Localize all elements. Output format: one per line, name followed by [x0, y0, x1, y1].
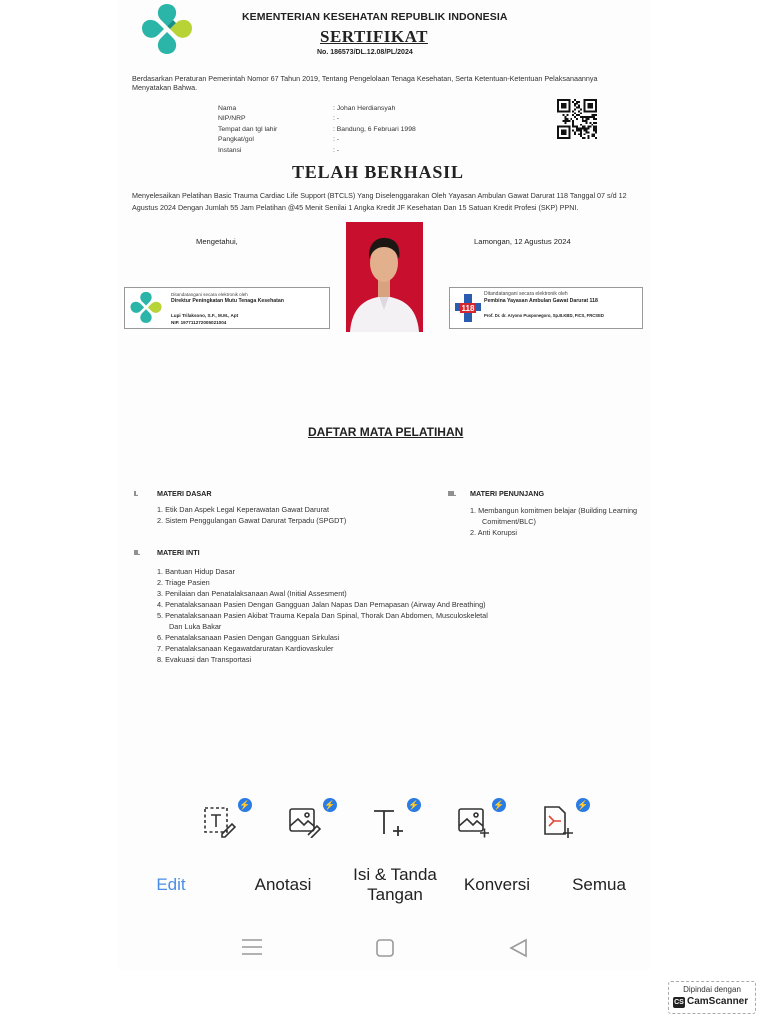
all-tools-icon[interactable]	[540, 800, 589, 838]
identity-label: Instansi	[218, 146, 242, 154]
identity-label: Nama	[218, 105, 237, 112]
kemenkes-logo-icon	[138, 2, 196, 58]
place-date: Lamongan, 12 Agustus 2024	[474, 237, 571, 246]
text-add-icon[interactable]	[371, 800, 420, 838]
certificate-number: No. 186573/DL.12.08/PL/2024	[317, 49, 413, 56]
list-item: 1. Etik Dan Aspek Legal Keperawatan Gawat Darurat	[157, 505, 329, 514]
section-2-title: MATERI INTI	[157, 548, 200, 557]
identity-value: : -	[333, 146, 340, 154]
identity-value: : -	[333, 115, 340, 123]
signature-box-left	[124, 287, 330, 329]
watermark-line2: CamScanner	[687, 996, 749, 1007]
identity-label: Pangkat/gol	[218, 136, 254, 144]
list-item: 1. Membangun komitmen belajar (Building Learning Comitment/BLC)	[470, 506, 638, 526]
premium-badge-icon: ⚡	[239, 800, 251, 810]
identity-label: NIP/NRP	[218, 115, 246, 123]
list-item: 7. Penatalaksanaan Kegawatdaruratan Kardiovaskuler	[157, 644, 334, 653]
success-heading: TELAH BERHASIL	[292, 162, 464, 182]
list-item: 8. Evakuasi dan Transportasi	[157, 655, 252, 664]
certificate-title: SERTIFIKAT	[320, 27, 429, 46]
list-item: 2. Sistem Penggulangan Gawat Darurat Terpadu (SPGDT)	[157, 516, 347, 525]
sig-left-role: Direktur Peningkatan Mutu Tenaga Kesehatan	[171, 298, 284, 304]
sig-left-nip: NIP. 197711272005021004	[171, 320, 227, 325]
convert-image-icon[interactable]	[456, 800, 505, 838]
premium-badge-icon: ⚡	[577, 800, 589, 810]
camscanner-watermark	[668, 981, 756, 1014]
intro-text: Berdasarkan Peraturan Pemerintah Nomor 67 Tahun 2019, Tentang Pengelolaan Tenaga Kesehatan, Serta Ketentuan-Ketentuan Pelaksanaannya Menyatakan Bahwa.	[132, 74, 598, 92]
tool-convert[interactable]: Konversi	[463, 875, 531, 894]
training-list-title: DAFTAR MATA PELATIHAN	[308, 425, 464, 439]
identity-row	[218, 135, 416, 145]
back-icon[interactable]	[507, 937, 529, 959]
section-3-number: III.	[448, 489, 456, 498]
identity-label: Tempat dan tgl lahir	[218, 125, 278, 133]
section-2-number: II.	[134, 548, 140, 557]
list-item: 2. Triage Pasien	[157, 578, 210, 587]
home-icon[interactable]	[374, 937, 396, 959]
identity-value: : Johan Herdiansyah	[333, 105, 396, 112]
list-item: 6. Penatalaksanaan Pasien Dengan Gangguan Sirkulasi	[157, 633, 340, 642]
premium-badge-icon: ⚡	[324, 800, 336, 810]
identity-row	[218, 125, 416, 135]
section-1-title: MATERI DASAR	[157, 489, 212, 498]
ministry-name: KEMENTERIAN KESEHATAN REPUBLIK INDONESIA	[242, 11, 508, 23]
ambulance-118-logo-icon	[453, 292, 483, 324]
section-2-list	[157, 566, 502, 665]
camscanner-logo-icon: CS	[674, 999, 684, 1006]
list-item: 5. Penatalaksanaan Pasien Akibat Trauma Kepala Dan Spinal, Thorak Dan Abdomen, Musculoskeletal Dan Luka Bakar	[157, 611, 488, 631]
sig-left-name: Lupi Trilaksono, S.F., M.M., Apt	[171, 313, 239, 318]
identity-value: : -	[333, 136, 340, 144]
sig-right-role: Pembina Yayasan Ambulan Gawat Darurat 118	[484, 298, 598, 304]
svg-text:118: 118	[461, 304, 475, 313]
list-item: 2. Anti Korupsi	[470, 528, 518, 537]
menu-icon[interactable]	[241, 937, 263, 957]
acknowledged-label: Mengetahui,	[196, 237, 238, 246]
sig-left-signed: Ditandatangani secara elektronik oleh	[171, 292, 248, 297]
identity-value: : Bandung, 6 Februari 1998	[333, 125, 416, 133]
list-item: 3. Penilaian dan Penatalaksanaan Awal (Initial Assesment)	[157, 589, 347, 598]
participant-photo	[346, 222, 423, 332]
qr-code-icon	[556, 99, 598, 139]
identity-row	[218, 146, 416, 156]
watermark-line1: Dipindai dengan	[683, 985, 741, 994]
list-item: 1. Bantuan Hidup Dasar	[157, 567, 235, 576]
tool-edit[interactable]: Edit	[156, 875, 186, 894]
kemenkes-logo-icon	[128, 290, 164, 326]
annotate-image-icon[interactable]	[287, 800, 336, 838]
list-item: 4. Penatalaksanaan Pasien Dengan Gangguan Jalan Napas Dan Pernapasan (Airway And Breathing)	[157, 600, 486, 609]
premium-badge-icon: ⚡	[408, 800, 420, 810]
identity-row	[218, 104, 416, 114]
section-3-list	[470, 505, 648, 538]
section-3-title: MATERI PENUNJANG	[470, 489, 545, 498]
edit-text-icon[interactable]	[202, 800, 251, 838]
tool-fill-sign[interactable]: Isi & Tanda Tangan	[353, 865, 437, 904]
tool-all[interactable]: Semua	[572, 875, 626, 894]
premium-badge-icon: ⚡	[493, 800, 505, 810]
section-1-number: I.	[134, 489, 138, 498]
identity-row	[218, 114, 416, 124]
section-1-list	[157, 504, 437, 526]
sig-right-signed: Ditandatangani secara elektronik oleh	[484, 291, 568, 297]
sig-right-name: Prof. Dr. dr. Aryono Pusponegoro, Sp.B.KBD, FICS, FRCSED	[484, 313, 604, 318]
training-description: Menyelesaikan Pelatihan Basic Trauma Cardiac Life Support (BTCLS) Yang Diselenggarakan Oleh Yayasan Ambulan Gawat Darurat 118 Tanggal 07 s/d 12 Agustus 2024 Dengan Jumlah 55 Jam Pelatihan @45 Menit Senilai 1 Angka Kredit JF Kesehatan Dan 15 Satuan Kredit Profesi (SKP) PPNI.	[132, 191, 627, 212]
signature-box-right	[449, 287, 643, 329]
identity-block	[218, 104, 416, 156]
tool-annotate[interactable]: Anotasi	[254, 875, 312, 894]
